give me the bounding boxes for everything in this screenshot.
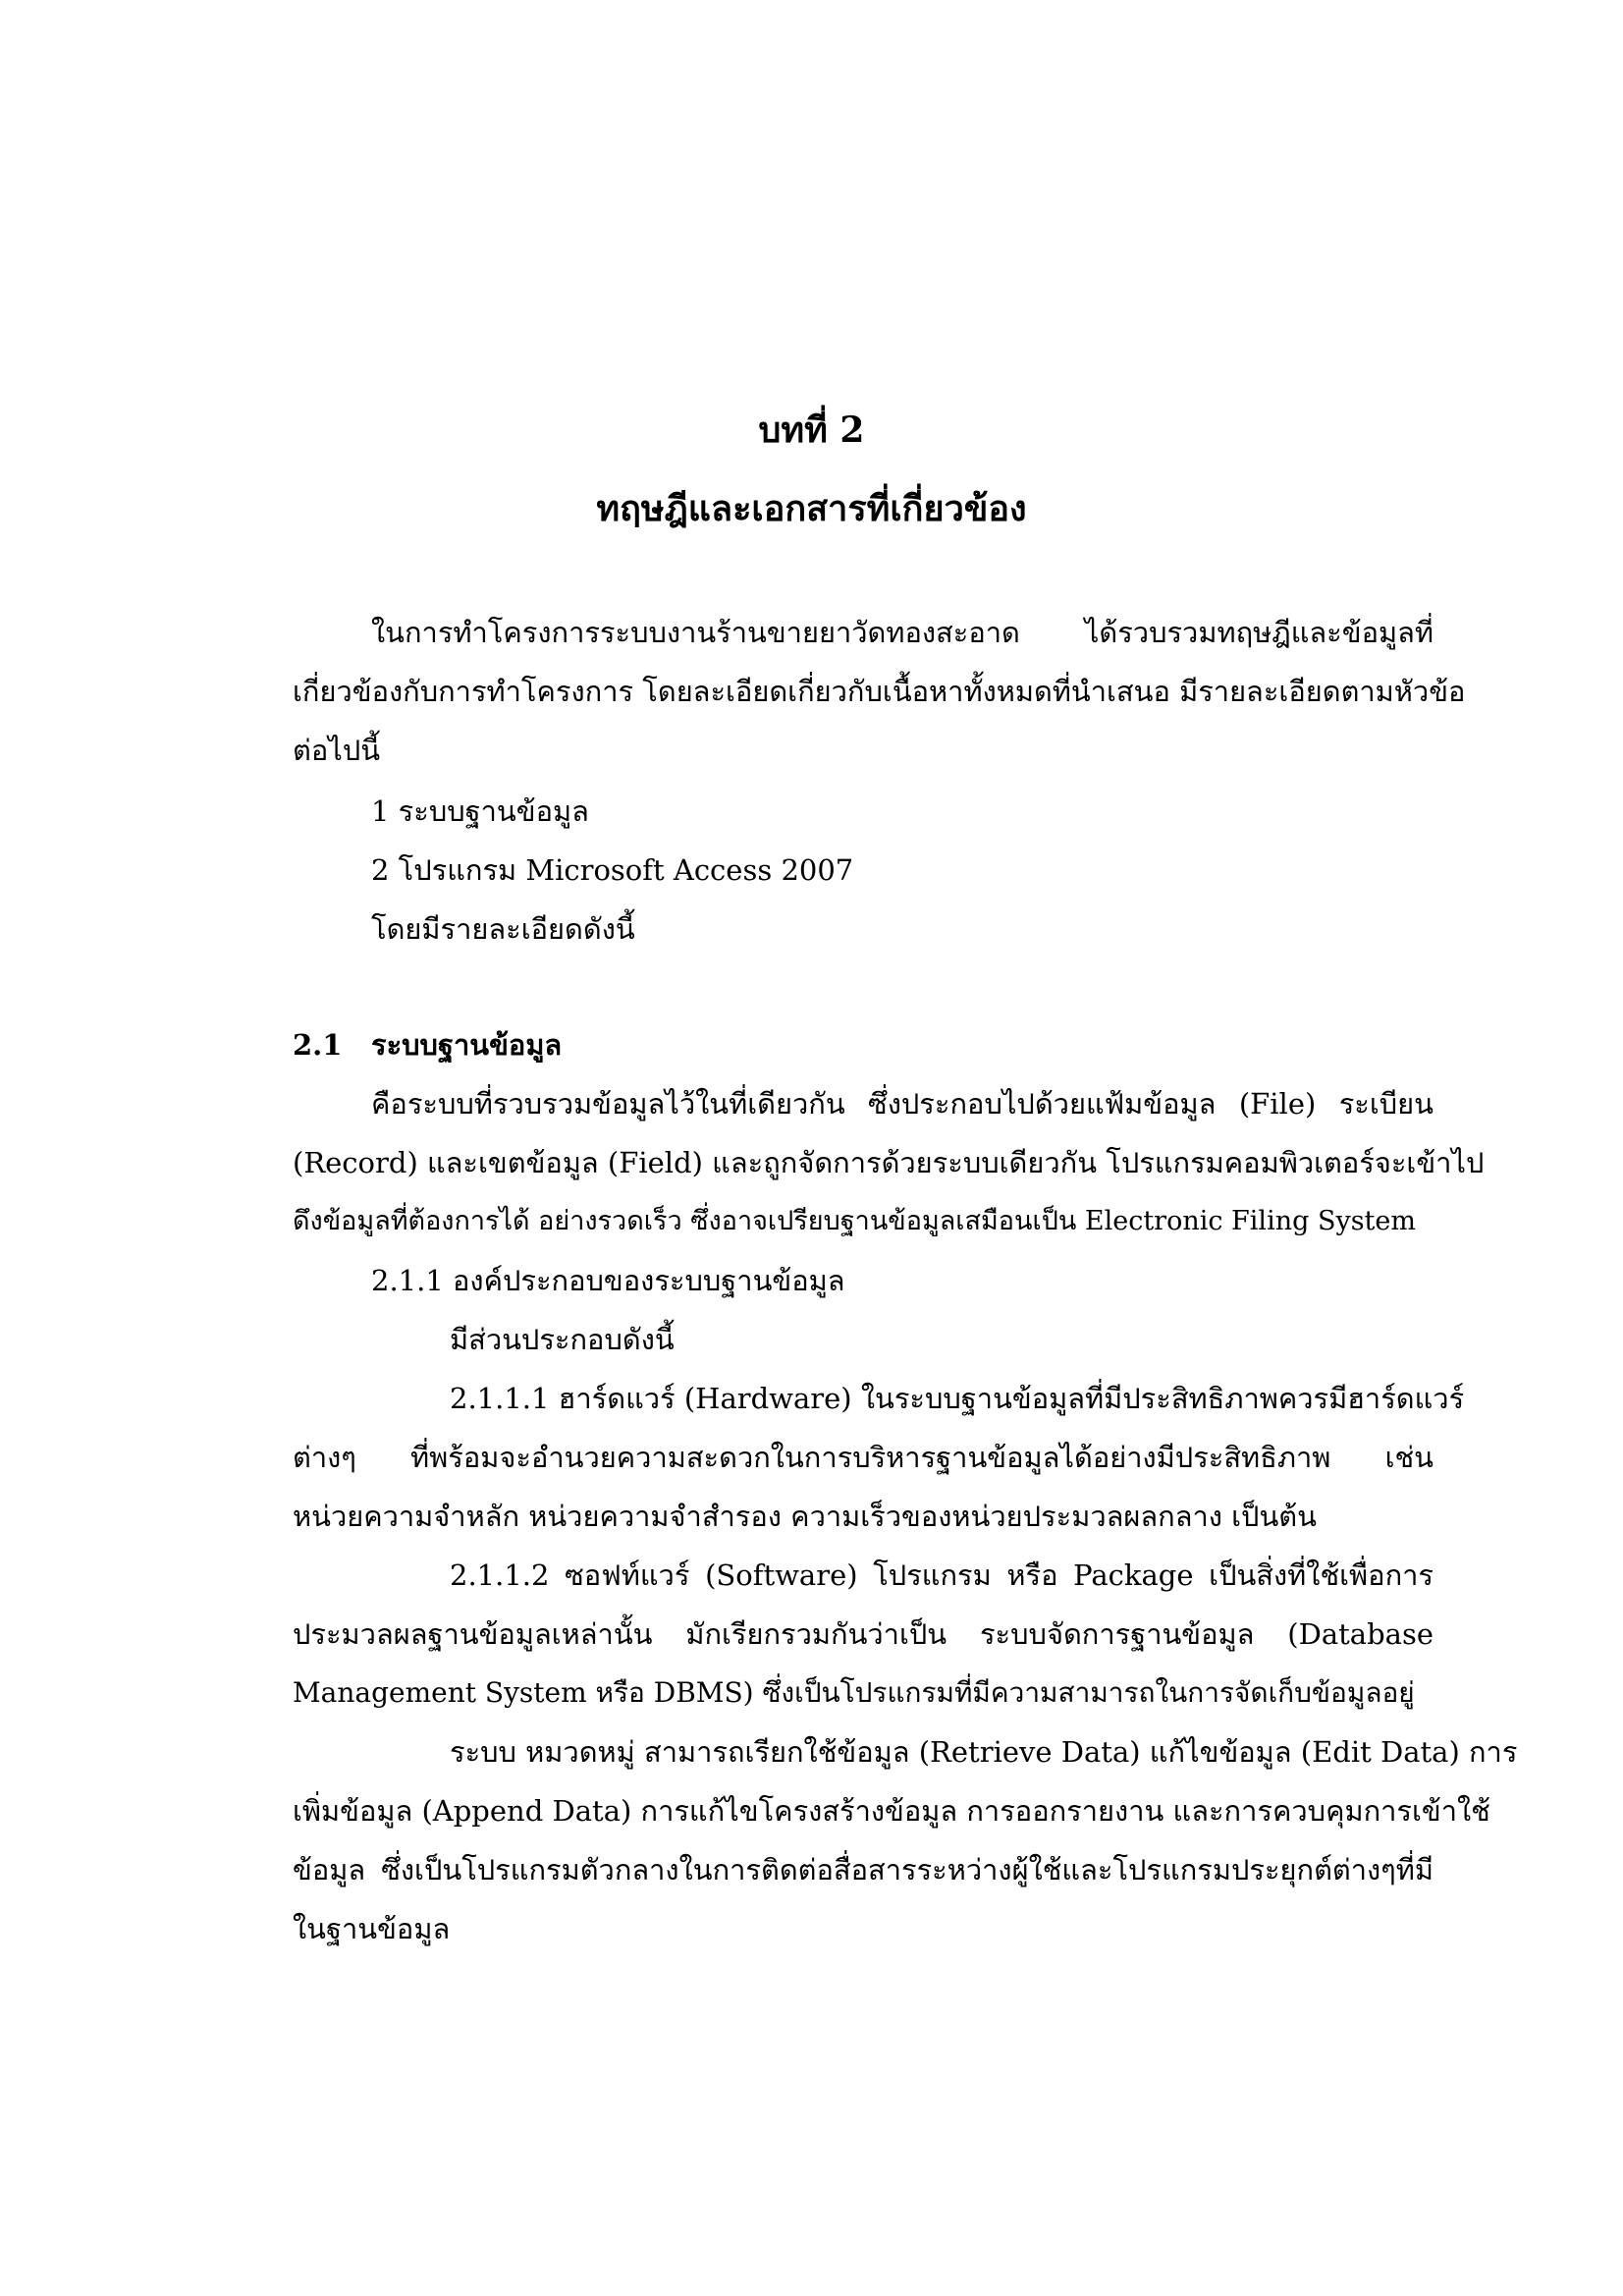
section-2-1-1-2-line-3: Management System หรือ DBMS) ซึ่งเป็นโปรแกรมที่มีความสามารถในการจัดเก็บข้อมูลอยู่ bbox=[293, 1676, 1415, 1709]
intro-line-1: ในการทำโครงการระบบงานร้านขายยาวัดทองสะอาด ได้รวบรวมทฤษฎีและข้อมูลที่ bbox=[371, 616, 1434, 649]
intro-item-1: 1 ระบบฐานข้อมูล bbox=[371, 794, 589, 828]
section-2-1-1-2-line-2: ประมวลผลฐานข้อมูลเหล่านั้น มักเรียกรวมกันว่าเป็น ระบบจัดการฐานข้อมูล (Database bbox=[293, 1617, 1434, 1651]
section-2-1-1-lead: มีส่วนประกอบดังนี้ bbox=[450, 1323, 675, 1356]
intro-item-2: 2 โปรแกรม Microsoft Access 2007 bbox=[371, 853, 854, 887]
intro-closing: โดยมีรายละเอียดดังนี้ bbox=[371, 912, 635, 946]
section-2-1-1-1-line-1: 2.1.1.1 ฮาร์ดแวร์ (Hardware) ในระบบฐานข้อมูลที่มีประสิทธิภาพควรมีฮาร์ดแวร์ bbox=[450, 1382, 1465, 1415]
section-2-1-number: 2.1 bbox=[293, 1028, 343, 1062]
section-2-1-1-heading: 2.1.1 องค์ประกอบของระบบฐานข้อมูล bbox=[371, 1264, 845, 1297]
continuation-line-4: ในฐานข้อมูล bbox=[293, 1912, 451, 1945]
intro-line-2: เกี่ยวข้องกับการทำโครงการ โดยละเอียดเกี่ยวกับเนื้อหาทั้งหมดที่นำเสนอ มีรายละเอียดตามหัวข้อ bbox=[293, 675, 1466, 708]
intro-line-3: ต่อไปนี้ bbox=[293, 734, 381, 767]
continuation-line-1: ระบบ หมวดหมู่ สามารถเรียกใช้ข้อมูล (Retrieve Data) แก้ไขข้อมูล (Edit Data) การ bbox=[450, 1735, 1518, 1769]
continuation-line-3: ข้อมูล ซึ่งเป็นโปรแกรมตัวกลางในการติดต่อสื่อสารระหว่างผู้ใช้และโปรแกรมประยุกต์ต่างๆที่มี bbox=[293, 1853, 1434, 1886]
section-2-1-1-2-line-1: 2.1.1.2 ซอฟท์แวร์ (Software) โปรแกรม หรือ Package เป็นสิ่งที่ใช้เพื่อการ bbox=[450, 1558, 1434, 1592]
continuation-line-2: เพิ่มข้อมูล (Append Data) การแก้ไขโครงสร้างข้อมูล การออกรายงาน และการควบคุมการเข้าใช้ bbox=[293, 1794, 1490, 1828]
section-2-1-title: ระบบฐานข้อมูล bbox=[371, 1028, 563, 1062]
section-2-1-line-1: คือระบบที่รวบรวมข้อมูลไว้ในที่เดียวกัน ซึ่งประกอบไปด้วยแฟ้มข้อมูล (File) ระเบียน bbox=[371, 1087, 1434, 1121]
section-2-1-1-1-line-2: ต่างๆ ที่พร้อมจะอำนวยความสะดวกในการบริหารฐานข้อมูลได้อย่างมีประสิทธิภาพ เช่น bbox=[293, 1441, 1434, 1474]
section-2-1-line-2: (Record) และเขตข้อมูล (Field) และถูกจัดการด้วยระบบเดียวกัน โปรแกรมคอมพิวเตอร์จะเข้าไป bbox=[293, 1146, 1485, 1179]
chapter-number-title: บทที่ 2 bbox=[758, 410, 865, 451]
section-2-1-line-3: ดึงข้อมูลที่ต้องการได้ อย่างรวดเร็ว ซึ่งอาจเปรียบฐานข้อมูลเสมือนเป็น Electronic Filing System bbox=[293, 1206, 1416, 1236]
chapter-subtitle: ทฤษฎีและเอกสารที่เกี่ยวข้อง bbox=[596, 488, 1027, 529]
section-2-1-1-1-line-3: หน่วยความจำหลัก หน่วยความจำสำรอง ความเร็วของหน่วยประมวลผลกลาง เป็นต้น bbox=[293, 1500, 1317, 1533]
